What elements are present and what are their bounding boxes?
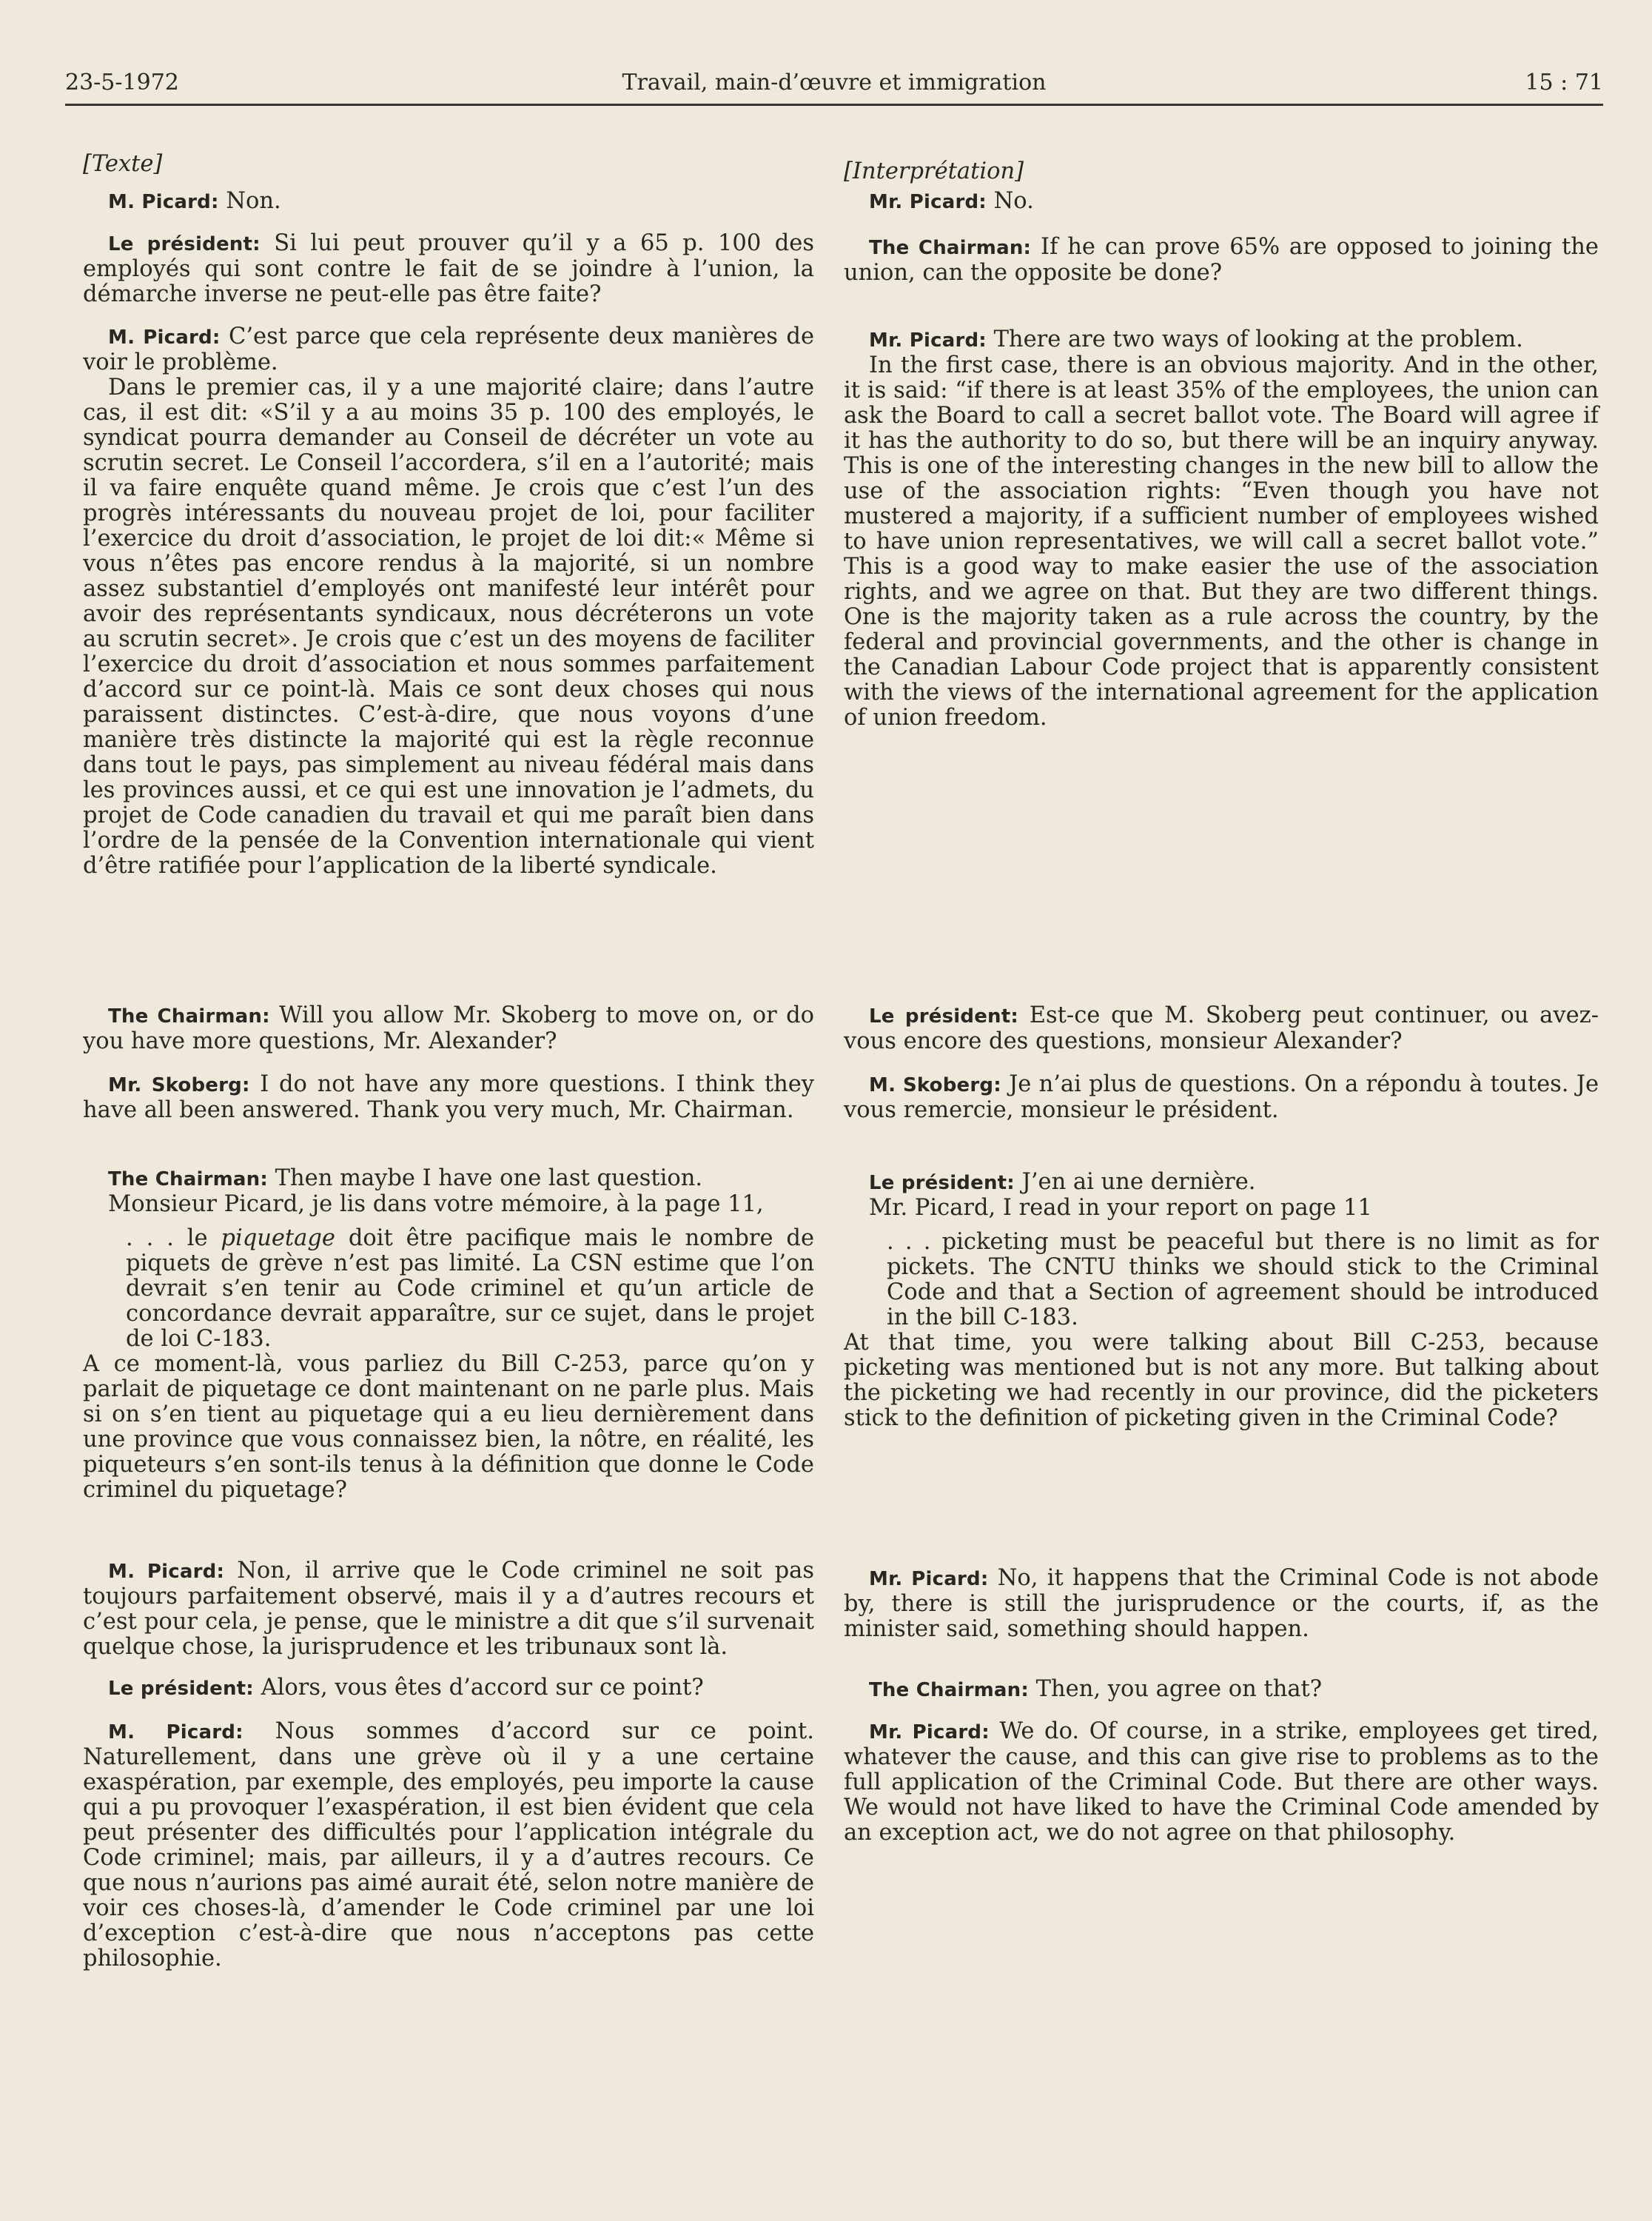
speaker-label: Le président: — [108, 233, 261, 255]
dialogue-block — [83, 324, 814, 879]
speaker-label: M. Picard: — [108, 1721, 244, 1743]
speech-text: Non, il arrive que le Code criminel ne soit pas toujours parfaitement observé, mais il y a d’autres recours et c’est pour cela, je pense, que le ministre a dit que s’il survenait quelque chose, la jurisprudence et les tribunaux sont là. — [83, 1558, 815, 1660]
header-date: 23-5-1972 — [65, 70, 179, 96]
dialogue-block — [844, 1719, 1599, 1846]
speaker-label: Mr. Picard: — [869, 1568, 989, 1590]
paragraph: Dans le premier cas, il y a une majorité claire; dans l’autre cas, il est dit: «S’il y a au moins 35 p. 100 des employés, le syndicat pourra demander au Conseil de décréter un vote au scrutin secret. Le Conseil l’accordera, s’il en a l’autorité; mais il va faire enquête quand même. Je crois que c’est l’un des progrès intéressants du nouveau projet de loi, pour faciliter l’exercice du droit d’association, le projet de loi dit:« Même si vous n’êtes pas encore rendus à la majorité, si un nombre assez substantiel d’employés ont manifesté leur intérêt pour avoir des représentants syndicaux, nous décréterons un vote au scrutin secret». Je crois que c’est un des moyens de faciliter l’exercice du droit d’association et nous sommes parfaitement d’accord sur ce point-là. Mais ce sont deux choses qui nous paraissent distinctes. C’est-à-dire, que nous voyons d’une manière très distincte la majorité qui est la règle reconnue dans tout le pays, pas simplement au niveau fédéral mais dans les provinces aussi, et ce qui est une innovation je l’admets, du projet de Code canadien du travail et qui me paraît bien dans l’ordre de la pensée de la Convention internationale qui vient d’être ratifiée pour l’application de la liberté syndicale. — [83, 375, 814, 879]
speech-text: We do. Of course, in a strike, employees get tired, whatever the cause, and this can give rise to problems as to the full application of the Criminal Code. But there are other ways. We would not have liked to have the Criminal Code amended by an exception act, we do not agree on that philosophy. — [844, 1718, 1599, 1846]
speaker-label: The Chairman: — [869, 1679, 1029, 1701]
speech-text: J’en ai une dernière. — [1021, 1169, 1256, 1195]
section-label: [Texte] — [83, 151, 163, 177]
dialogue-block — [844, 235, 1599, 286]
dialogue-block — [844, 189, 1599, 215]
speaker-label: Mr. Picard: — [869, 191, 987, 213]
speaker-label: Le président: — [108, 1678, 254, 1700]
header-page-number: 15 : 71 — [1525, 70, 1603, 96]
speech-text: Then maybe I have one last question. — [275, 1165, 703, 1191]
dialogue-block — [83, 1558, 814, 1660]
speech-text: C’est parce que cela représente deux manières de voir le problème. — [83, 324, 814, 375]
quoted-passage: . . . le piquetage doit être pacifique mais le nombre de piquets de grève n’est pas limité. La CSN estime que l’on devrait s’en tenir au Code criminel et qu’un article de concordance devrait apparaître, sur ce sujet, dans le projet de loi C-183. — [126, 1225, 815, 1352]
speaker-label: Le président: — [869, 1005, 1018, 1028]
dialogue-block — [83, 1675, 814, 1701]
dialogue-block — [83, 189, 814, 215]
speech-text: No. — [993, 188, 1034, 214]
speaker-label: The Chairman: — [108, 1005, 270, 1028]
dialogue-block — [844, 327, 1599, 731]
speech-text: No, it happens that the Criminal Code is not abode by, there is still the jurisprudence or the courts, if, as the minister said, something should happen. — [844, 1565, 1599, 1642]
dialogue-block — [83, 1003, 814, 1054]
speaker-label: M. Skoberg: — [869, 1074, 1001, 1096]
speaker-label: Mr. Skoberg: — [108, 1074, 250, 1096]
speech-text: There are two ways of looking at the problem. — [993, 326, 1523, 352]
dialogue-block — [83, 1719, 814, 1972]
paragraph: Mr. Picard, I read in your report on page 11 — [869, 1195, 1372, 1221]
speech-text: Je n’ai plus de questions. On a répondu à toutes. Je vous remercie, monsieur le président. — [844, 1071, 1599, 1123]
speaker-label: The Chairman: — [108, 1168, 268, 1190]
speaker-label: Mr. Picard: — [869, 329, 987, 352]
dialogue-block — [83, 1072, 814, 1123]
speech-text: If he can prove 65% are opposed to joining the union, can the opposite be done? — [844, 234, 1599, 286]
speaker-label: Le président: — [869, 1172, 1015, 1194]
speaker-label: Mr. Picard: — [869, 1721, 990, 1743]
dialogue-block — [844, 1677, 1599, 1703]
paragraph: In the first case, there is an obvious majority. And in the other, it is said: “if there is at least 35% of the employees, the union can ask the Board to call a secret ballot vote. The Board will agree if it has the authority to do so, but there will be an inquiry anyway. This is one of the interesting changes in the new bill to allow the use of the association rights: “Even though you have not mustered a majority, if a sufficient number of employees wished to have union representatives, we will call a secret ballot vote.” This is a good way to make easier the use of the association rights, and we agree on that. But they are two different things. One is the majority taken as a rule across the country, by the federal and provincial governments, and the other is change in the Canadian Labour Code project that is apparently consistent with the views of the international agreement for the application of union freedom. — [844, 352, 1599, 731]
speaker-label: M. Picard: — [108, 191, 219, 213]
dialogue-block — [83, 231, 814, 307]
section-label: [Interprétation] — [844, 158, 1024, 184]
speaker-label: M. Picard: — [108, 1561, 225, 1583]
speech-text: Then, you agree on that? — [1035, 1676, 1323, 1702]
dialogue-block — [83, 1166, 814, 1503]
speech-text: Nous sommes d’accord sur ce point. Naturellement, dans une grève où il y a une certaine exaspération, par exemple, des employés, peu importe la cause qui a pu provoquer l’exaspération, il est bien évident que cela peut présenter des difficultés pour l’application intégrale du Code criminel; mais, par ailleurs, il y a d’autres recours. Ce que nous n’aurions pas aimé aurait été, selon notre manière de voir ces choses-là, d’amender le Code criminel par une loi d’exception c’est-à-dire que nous n’acceptons pas cette philosophie. — [83, 1718, 814, 1972]
page-header — [65, 62, 1603, 106]
paragraph: A ce moment-là, vous parliez du Bill C-253, parce qu’on y parlait de piquetage ce dont maintenant on ne parle plus. Mais si on s’en tient au piquetage qui a eu lieu dernièrement dans une province que vous connaissez bien, la nôtre, en réalité, les piqueteurs s’en sont-ils tenus à la définition que donne le Code criminel du piquetage? — [83, 1351, 814, 1503]
paragraph: Monsieur Picard, je lis dans votre mémoire, à la page 11, — [108, 1191, 764, 1217]
dialogue-block — [844, 1170, 1599, 1431]
header-title: Travail, main-d’œuvre et immigration — [622, 70, 1047, 96]
dialogue-block — [844, 1072, 1599, 1123]
speaker-label: The Chairman: — [869, 237, 1032, 259]
speech-text: Est-ce que M. Skoberg peut continuer, ou avez-vous encore des questions, monsieur Alexander? — [844, 1002, 1599, 1054]
speech-text: Alors, vous êtes d’accord sur ce point? — [261, 1675, 704, 1701]
dialogue-block — [844, 1003, 1599, 1054]
quoted-passage: . . . picketing must be peaceful but there is no limit as for pickets. The CNTU thinks we should stick to the Criminal Code and that a Section of agreement should be introduced in the bill C-183. — [887, 1229, 1599, 1330]
speaker-label: M. Picard: — [108, 326, 221, 349]
speech-text: Will you allow Mr. Skoberg to move on, or do you have more questions, Mr. Alexander? — [83, 1002, 814, 1054]
speech-text: I do not have any more questions. I think they have all been answered. Thank you very much, Mr. Chairman. — [83, 1071, 815, 1123]
dialogue-block — [844, 1566, 1599, 1642]
speech-text: Non. — [226, 188, 281, 214]
paragraph: At that time, you were talking about Bill C-253, because picketing was mentioned but is not any more. But talking about the picketing we had recently in our province, did the picketers stick to the definition of picketing given in the Criminal Code? — [844, 1330, 1599, 1431]
speech-text: Si lui peut prouver qu’il y a 65 p. 100 des employés qui sont contre le fait de se joindre à l’union, la démarche inverse ne peut-elle pas être faite? — [83, 230, 814, 307]
